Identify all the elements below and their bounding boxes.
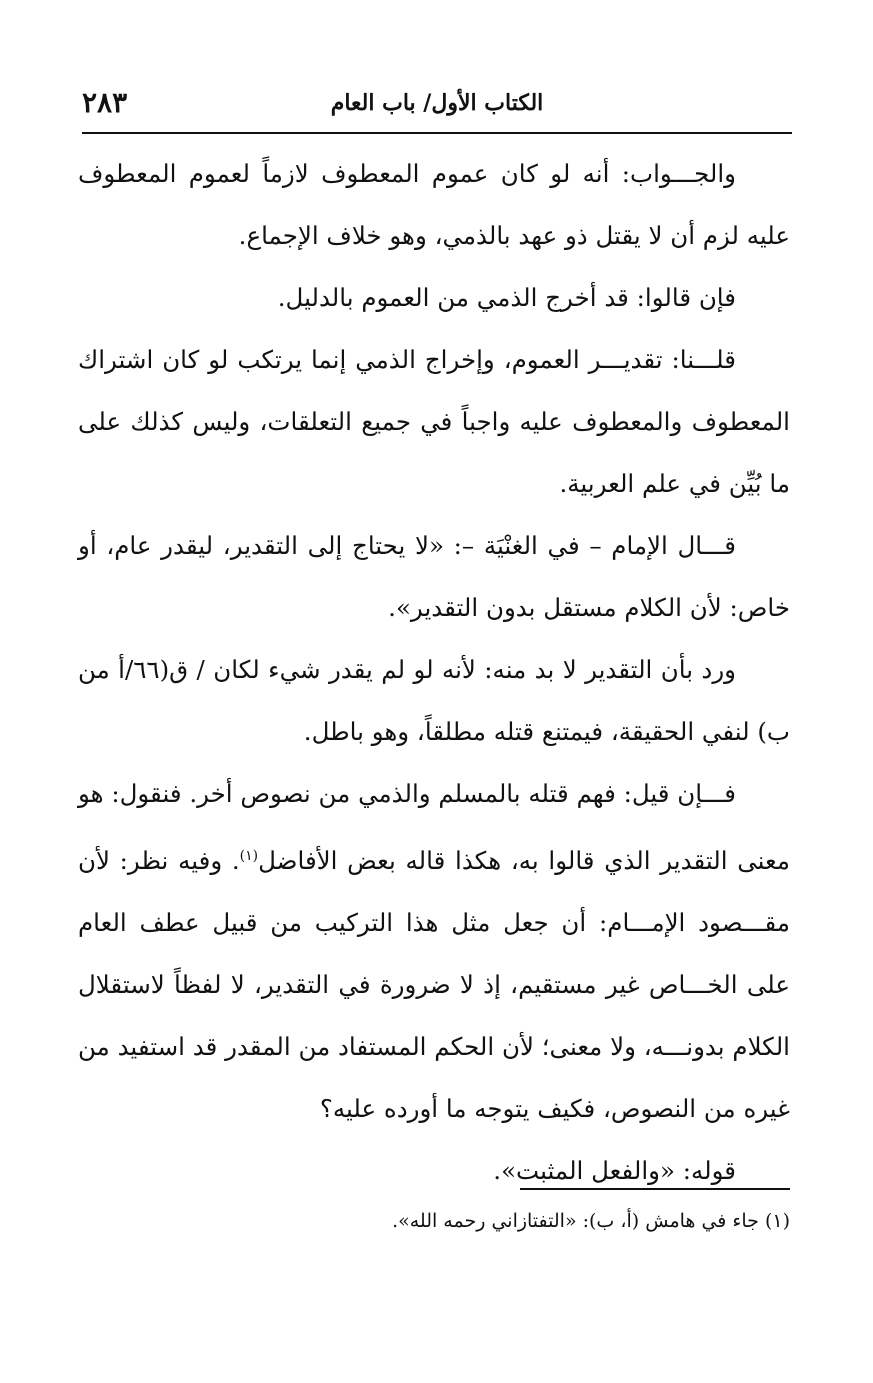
- paragraph-statement: قوله: «والفعل المثبت».: [493, 1156, 736, 1186]
- paragraph-imam-quote: قـــال الإمام – في الغنْيَة –: «لا يحتاج إلى التقدير، ليقدر عام، أو خاص: لأن الكلام مستقل بدون التقدير».: [78, 531, 790, 622]
- page-header: [82, 84, 792, 134]
- running-head: الكتاب الأول/ باب العام: [330, 90, 544, 116]
- paragraph-further-objection-continuation: . وفيه نظر: لأن مقـــصود الإمـــام: أن جعل مثل هذا التركيب من قبيل عطف العام على الخـــاص غير مستقيم، إذ لا ضرورة في التقدير، لا لفظاً لاستقلال الكلام بدونـــه، ولا معنى؛ لأن الحكم المستفاد من المقدر قد استفيد من غيره من النصوص، فكيف يتوجه ما أورده عليه؟: [78, 846, 790, 1124]
- page-number: ٢٨٣: [82, 86, 128, 119]
- footnote-divider: [520, 1188, 790, 1190]
- paragraph-further-objection-text: فـــإن قيل: فهم قتله بالمسلم والذمي من نصوص أخر. فنقول: هو معنى التقدير الذي قالوا به، هكذا قاله بعض الأفاضل: [77, 779, 790, 876]
- paragraph-further-objection: [78, 763, 790, 1140]
- body-text: [78, 143, 790, 1202]
- footnote-reference: (١): [239, 848, 259, 864]
- footnote: (١) جاء في هامش (أ، ب): «التفتازاني رحمه الله».: [392, 1210, 790, 1232]
- paragraph-rebuttal: ورد بأن التقدير لا بد منه: لأنه لو لم يقدر شيء لكان / ق(٦٦/أ من ب) لنفي الحقيقة، فيمتنع قتله مطلقاً، وهو باطل.: [78, 655, 790, 746]
- paragraph-reply: قلـــنا: تقديـــر العموم، وإخراج الذمي إنما يرتكب لو كان اشتراك المعطوف والمعطوف عليه واجباً في جميع التعلقات، وليس كذلك على ما بُيِّن في علم العربية.: [78, 345, 790, 498]
- paragraph-answer: والجـــواب: أنه لو كان عموم المعطوف لازماً لعموم المعطوف عليه لزم أن لا يقتل ذو عهد بالذمي، وهو خلاف الإجماع.: [78, 159, 790, 250]
- paragraph-objection: فإن قالوا: قد أخرج الذمي من العموم بالدليل.: [277, 283, 736, 312]
